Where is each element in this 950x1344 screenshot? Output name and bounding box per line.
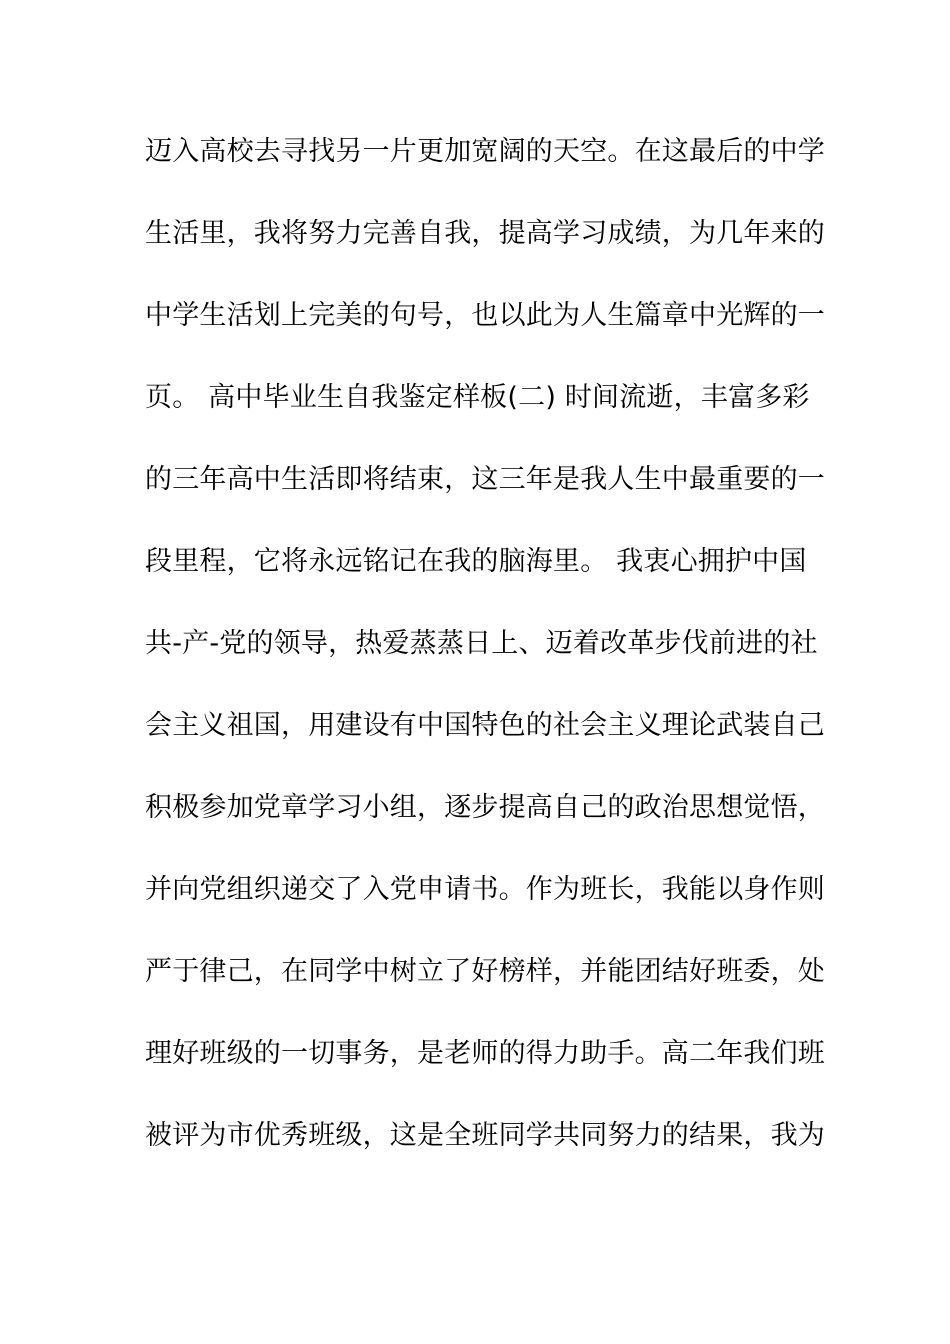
- document-body: [145, 124, 825, 1190]
- text-line: 理好班级的一切事务，是老师的得力助手。高二年我们班: [145, 1038, 825, 1069]
- text-line: 积极参加党章学习小组，逐步提高自己的政治思想觉悟，: [145, 792, 825, 823]
- text-line: 会主义祖国，用建设有中国特色的社会主义理论武装自己: [145, 710, 825, 741]
- text-line: 迈入高校去寻找另一片更加宽阔的天空。在这最后的中学: [145, 136, 825, 167]
- text-line: 被评为市优秀班级，这是全班同学共同努力的结果，我为: [145, 1120, 825, 1151]
- text-line: 的三年高中生活即将结束，这三年是我人生中最重要的一: [145, 464, 825, 495]
- text-line: 页。 高中毕业生自我鉴定样板(二) 时间流逝，丰富多彩: [145, 382, 810, 413]
- text-line: 段里程，它将永远铭记在我的脑海里。 我衷心拥护中国: [145, 546, 807, 577]
- text-line: 并向党组织递交了入党申请书。作为班长，我能以身作则: [145, 874, 825, 905]
- text-line: 生活里，我将努力完善自我，提高学习成绩，为几年来的: [145, 218, 825, 249]
- text-line: 中学生活划上完美的句号，也以此为人生篇章中光辉的一: [145, 300, 825, 331]
- text-line: 共-产-党的领导，热爱蒸蒸日上、迈着改革步伐前进的社: [145, 628, 818, 659]
- text-line: 严于律己，在同学中树立了好榜样，并能团结好班委，处: [145, 956, 825, 987]
